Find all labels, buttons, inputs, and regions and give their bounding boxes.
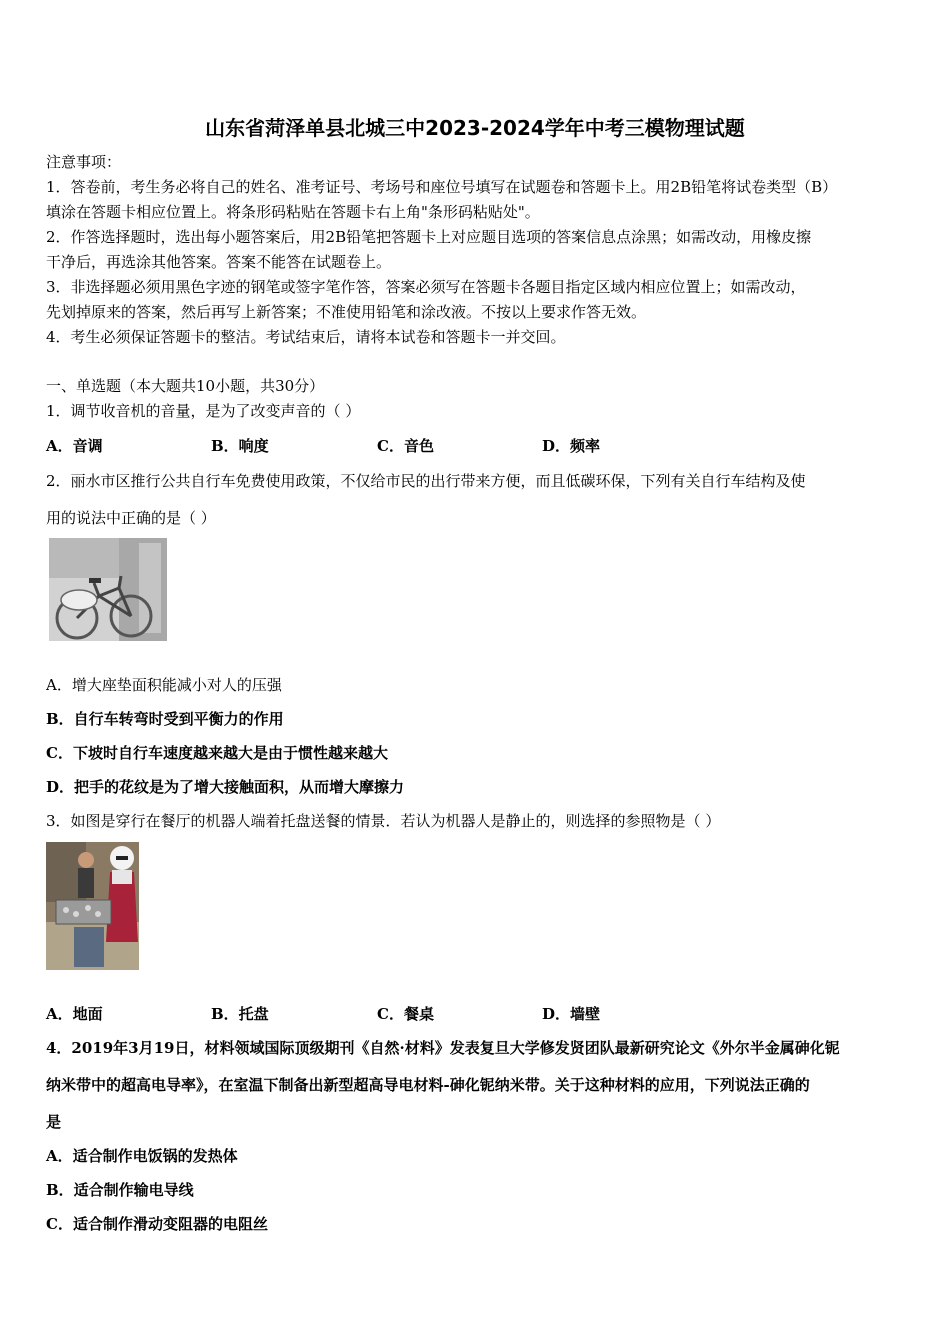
q2-option-a[interactable]: A．增大座垫面积能减小对人的压强 xyxy=(46,676,282,694)
q4-option-a[interactable]: A．适合制作电饭锅的发热体 xyxy=(46,1147,238,1165)
q4-option-b[interactable]: B．适合制作输电导线 xyxy=(46,1181,194,1199)
q1-option-a[interactable]: A．音调 xyxy=(46,437,103,455)
question-2-stem: 2．丽水市区推行公共自行车免费使用政策，不仅给市民的出行带来方便，而且低碳环保，下列有关自行车结构及使 xyxy=(46,472,806,490)
q1-option-b[interactable]: B．响度 xyxy=(211,437,269,455)
q3-option-d[interactable]: D．墙壁 xyxy=(542,1005,601,1023)
q4-option-c[interactable]: C．适合制作滑动变阻器的电阻丝 xyxy=(46,1215,268,1233)
q1-option-c[interactable]: C．音色 xyxy=(377,437,434,455)
page-title: 山东省菏泽单县北城三中2023-2024学年中考三模物理试题 xyxy=(205,116,745,140)
notice-line: 干净后，再选涂其他答案。答案不能答在试题卷上。 xyxy=(46,253,392,271)
notice-line: 先划掉原来的答案，然后再写上新答案；不准使用铅笔和涂改液。不按以上要求作答无效。 xyxy=(46,303,647,321)
question-4-stem: 是 xyxy=(46,1113,62,1131)
question-4-stem: 4．2019年3月19日，材料领域国际顶级期刊《自然·材料》发表复旦大学修发贤团队最新研究论文《外尔半金属砷化铌 xyxy=(46,1039,840,1057)
q2-option-d[interactable]: D．把手的花纹是为了增大接触面积，从而增大摩擦力 xyxy=(46,778,405,796)
q2-option-c[interactable]: C．下坡时自行车速度越来越大是由于惯性越来越大 xyxy=(46,744,388,762)
notice-line: 2．作答选择题时，选出每小题答案后，用2B铅笔把答题卡上对应题目选项的答案信息点涂黑；如需改动，用橡皮擦 xyxy=(46,228,812,246)
bicycle-photo xyxy=(49,538,167,641)
section-heading: 一、单选题（本大题共10小题，共30分） xyxy=(46,377,325,395)
q3-option-c[interactable]: C．餐桌 xyxy=(377,1005,434,1023)
notice-line: 4．考生必须保证答题卡的整洁。考试结束后，请将本试卷和答题卡一并交回。 xyxy=(46,328,566,346)
q3-option-a[interactable]: A．地面 xyxy=(46,1005,103,1023)
notice-line: 填涂在答题卡相应位置上。将条形码粘贴在答题卡右上角"条形码粘贴处"。 xyxy=(46,203,540,221)
question-2-stem: 用的说法中正确的是（ ） xyxy=(46,509,216,527)
q1-option-d[interactable]: D．频率 xyxy=(542,437,601,455)
notice-line: 1．答卷前，考生务必将自己的姓名、准考证号、考场号和座位号填写在试题卷和答题卡上。用2B铅笔将试卷类型（B） xyxy=(46,178,838,196)
notice-line: 3．非选择题必须用黑色字迹的钢笔或签字笔作答，答案必须写在答题卡各题目指定区域内相应位置上；如需改动， xyxy=(46,278,806,296)
robot-waiter-photo xyxy=(46,842,139,970)
q3-option-b[interactable]: B．托盘 xyxy=(211,1005,269,1023)
notice-heading: 注意事项： xyxy=(46,153,122,171)
question-1-stem: 1．调节收音机的音量，是为了改变声音的（ ） xyxy=(46,402,361,420)
question-3-stem: 3．如图是穿行在餐厅的机器人端着托盘送餐的情景．若认为机器人是静止的，则选择的参照物是（ ） xyxy=(46,812,721,830)
question-4-stem: 纳米带中的超高电导率》，在室温下制备出新型超高导电材料-砷化铌纳米带。关于这种材料的应用，下列说法正确的 xyxy=(46,1076,810,1094)
q2-option-b[interactable]: B．自行车转弯时受到平衡力的作用 xyxy=(46,710,284,728)
